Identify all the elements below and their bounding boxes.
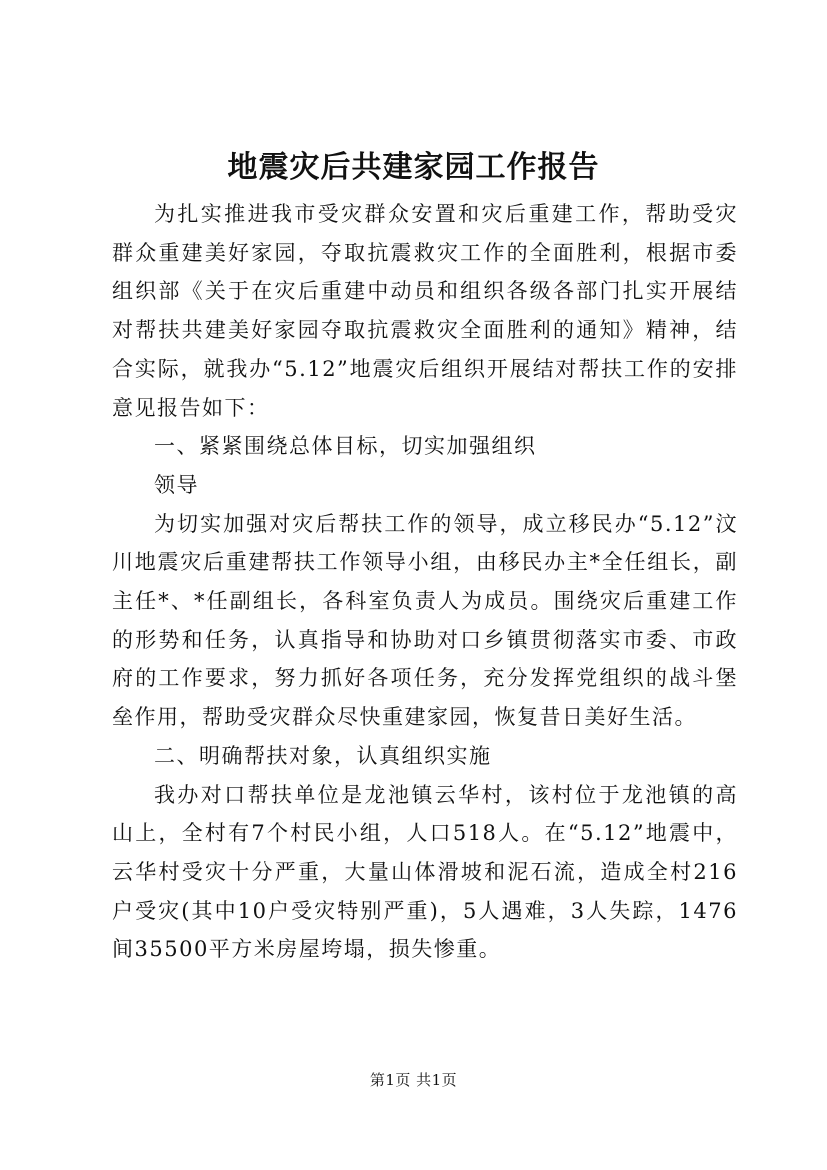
page-number-footer: 第1页 共1页 [369, 1071, 458, 1089]
section-1-paragraph: 为切实加强对灾后帮扶工作的领导，成立移民办“5.12”汶川地震灾后重建帮扶工作领导小组，由移民办主*全任组长，副主任*、*任副组长，各科室负责人为成员。围绕灾后重建工作的形势和任务，认真指导和协助对口乡镇贯彻落实市委、市政府的工作要求，努力抓好各项任务，充分发挥党组织的战斗堡垒作用，帮助受灾群众尽快重建家园，恢复昔日美好生活。 [112, 511, 738, 730]
document-title: 地震灾后共建家园工作报告 [227, 150, 600, 185]
section-heading-2: 二、明确帮扶对象，认真组织实施 [154, 743, 492, 768]
section-heading-1-continuation: 领导 [154, 472, 199, 497]
section-2-paragraph: 我办对口帮扶单位是龙池镇云华村，该村位于龙池镇的高山上，全村有7个村民小组，人口518人。在“5.12”地震中，云华村受灾十分严重，大量山体滑坡和泥石流，造成全村216户受灾(其中10户受灾特别严重)，5人遇难，3人失踪，1476间35500平方米房屋垮塌，损失惨重。 [112, 782, 738, 962]
section-heading-1: 一、紧紧围绕总体目标，切实加强组织 [154, 434, 537, 459]
intro-paragraph: 为扎实推进我市受灾群众安置和灾后重建工作，帮助受灾群众重建美好家园，夺取抗震救灾工作的全面胜利，根据市委组织部《关于在灾后重建中动员和组织各级各部门扎实开展结对帮扶共建美好家园夺取抗震救灾全面胜利的通知》精神，结合实际，就我办“5.12”地震灾后组织开展结对帮扶工作的安排意见报告如下： [112, 202, 738, 420]
document-body [112, 195, 738, 969]
